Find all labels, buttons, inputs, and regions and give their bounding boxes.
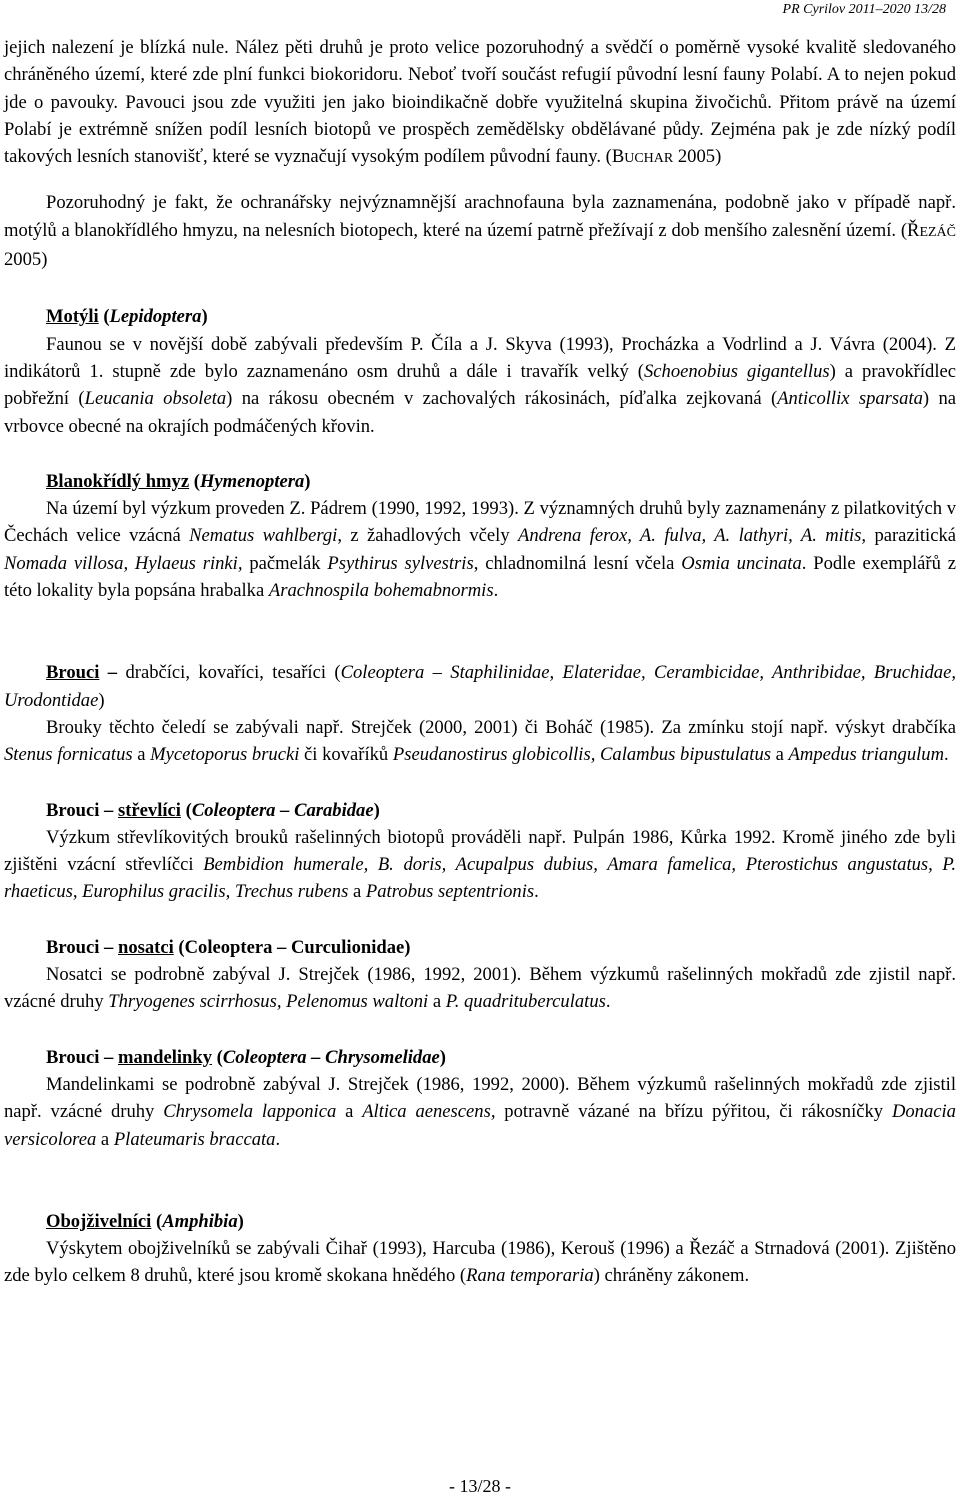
section-title-scientific: Coleoptera – Carabidae bbox=[191, 799, 374, 821]
text-run: Výzkum střevlíkovitých brouků rašelinných biotopů prováděli např. Pulpán 1986, Kůrka 1992. Kromě jiného zde byli zjištěni vzácní střevlíčci bbox=[4, 826, 956, 876]
section-title: Blanokřídlý hmyz bbox=[46, 470, 190, 492]
text-run: potravně vázané na břízu pýřitou, či rákosníčky bbox=[495, 1101, 892, 1123]
paragraph-chrysomelidae bbox=[4, 1071, 956, 1153]
title-dash: – bbox=[99, 662, 126, 684]
text-run: . bbox=[605, 991, 611, 1013]
species-name: Anticollix sparsata bbox=[777, 388, 923, 410]
heading-brouci-families bbox=[4, 659, 956, 714]
paragraph-carabidae bbox=[4, 824, 956, 906]
text-run: ) bbox=[439, 1046, 446, 1068]
text-run: . bbox=[275, 1128, 281, 1150]
species-name: Nomada villosa, Hylaeus rinki, bbox=[4, 552, 243, 574]
text-run: ) bbox=[373, 799, 380, 821]
species-name: Chrysomela lapponica bbox=[163, 1101, 337, 1123]
heading-lepidoptera: Motýli (Lepidoptera) bbox=[46, 306, 208, 328]
text-run: parazitická bbox=[866, 525, 956, 547]
paragraph-text: jejich nalezení je blízká nule. Nález pěti druhů je proto velice pozoruhodný a svědčí o poměrně vysoké kvalitě sledovaného chráněného území, které zde plní funkci biokoridoru. Neboť tvoří součást refugií původní lesní fauny Polabí. A to nejen pokud jde o pavouky. Pavouci jsou zde využiti jen jako bioindikačně dobře využitelná skupina živočichů. Přitom právě na území Polabí je extrémně snížen podíl lesních biotopů ve prospěch zemědělsky obdělávané půdy. Zejména pak je zde nízký podíl takových lesních stanovišť, které se vyznačují vysokým podílem původní fauny. ( bbox=[4, 37, 956, 168]
species-name: Thryogenes scirrhosus, Pelenomus waltoni bbox=[108, 991, 429, 1013]
section-subtitle: nosatci bbox=[117, 936, 174, 958]
section-title-scientific: Amphibia bbox=[162, 1210, 238, 1232]
text-run: ) a pravokřídlec pobřežní ( bbox=[4, 360, 957, 410]
section-title: Motýli bbox=[46, 306, 99, 328]
species-name: Mycetoporus brucki bbox=[150, 744, 300, 766]
citation-author: EZÁČ bbox=[919, 224, 956, 240]
text-run: ) na vrbovce obecné na okrajích podmáčených křovin. bbox=[4, 388, 957, 437]
text-run: či kovaříků bbox=[299, 744, 393, 766]
section-title-scientific: Hymenoptera bbox=[199, 470, 305, 492]
text-run: ) bbox=[237, 1210, 244, 1232]
text-run: a bbox=[132, 744, 151, 766]
text-run: a bbox=[770, 744, 789, 766]
title-dash: – bbox=[99, 799, 118, 821]
text-run: , chladnomilná lesní včela bbox=[473, 552, 682, 574]
heading-carabidae bbox=[4, 797, 956, 824]
species-name: Bembidion humerale, B. doris, Acupalpus dubius, Amara famelica, Pterostichus angustatus, P. rhaeticus, Europhilus gracilis, Trechus rubens bbox=[4, 854, 957, 903]
species-name: Patrobus septentrionis bbox=[365, 881, 535, 903]
section-title: Obojživelníci bbox=[46, 1210, 152, 1232]
species-name: Altica aenescens, bbox=[362, 1101, 496, 1123]
section-title: Brouci bbox=[46, 1046, 100, 1068]
species-name: Pseudanostirus globicollis, Calambus bipustulatus bbox=[392, 744, 771, 766]
text-run: ) bbox=[98, 689, 105, 711]
text-run: ) na rákosu obecném v zachovalých rákosinách, píďalka zejkovaná ( bbox=[226, 388, 778, 410]
section-title: Brouci bbox=[46, 936, 100, 958]
paragraph-hymenoptera bbox=[4, 495, 956, 604]
text-run: a bbox=[428, 991, 446, 1013]
text-run: ) chráněny zákonem. bbox=[593, 1265, 750, 1287]
text-run: Nosatci se podrobně zabýval J. Strejček (1986, 1992, 2001). Během výzkumů rašelinných mokřadů zde zjistil např. vzácné druhy bbox=[4, 964, 956, 1013]
text-run: Výskytem obojživelníků se zabývali Čihař (1993), Harcuba (1986), Kerouš (1996) a Řezáč a Strnadová (2001). Zjištěno zde bylo celkem 8 druhů, které jsou kromě skokana hnědého ( bbox=[4, 1238, 956, 1287]
paragraph-curculionidae bbox=[4, 961, 956, 1016]
heading-hymenoptera: Blanokřídlý hmyz (Hymenoptera) bbox=[46, 470, 311, 492]
citation-initial: B bbox=[611, 146, 625, 168]
running-header: PR Cyrilov 2011–2020 13/28 bbox=[782, 2, 946, 17]
text-run: . Podle exemplářů z této lokality byla popsána hrabalka bbox=[4, 552, 957, 602]
text-run: ( bbox=[180, 799, 192, 821]
paragraph-lepidoptera bbox=[4, 331, 956, 440]
paragraph-brouci-families bbox=[4, 714, 956, 769]
text-run: Na území byl výzkum proveden Z. Pádrem (1990, 1992, 1993). Z významných druhů byly zaznamenány z pilatkovitých v Čechách velice vzácná bbox=[4, 498, 956, 547]
section-title: Brouci bbox=[46, 662, 100, 684]
text-run: Mandelinkami se podrobně zabýval J. Strejček (1986, 1992, 2000). Během výzkumů rašelinných mokřadů zde zjistil např. vzácné druhy bbox=[4, 1073, 956, 1123]
section-title-scientific: Coleoptera – Staphilinidae, Elateridae, Cerambicidae, Anthribidae, Bruchidae, Urodontidae bbox=[4, 662, 957, 711]
document-body bbox=[4, 34, 956, 1290]
species-name: P. quadrituberculatus bbox=[445, 991, 606, 1013]
species-name: Schoenobius gigantellus bbox=[643, 360, 830, 382]
text-run: ( bbox=[212, 1046, 223, 1068]
heading-amphibia bbox=[4, 1208, 956, 1235]
text-run: a bbox=[348, 881, 366, 903]
species-name: Rana temporaria bbox=[466, 1265, 594, 1287]
paragraph-amphibia bbox=[4, 1235, 956, 1290]
text-run: a bbox=[336, 1101, 363, 1123]
section-subtitle: drabčíci, kovaříci, tesaříci ( bbox=[125, 662, 341, 684]
title-dash: – bbox=[99, 936, 118, 958]
species-name: Plateumaris braccata bbox=[113, 1128, 276, 1150]
section-subtitle: střevlíci bbox=[117, 799, 181, 821]
section-title-scientific: Lepidoptera bbox=[109, 306, 202, 328]
section-title: Brouci bbox=[46, 799, 100, 821]
text-run: Faunou se v novější době zabývali především P. Číla a J. Skyva (1993), Procházka a Vodrlind a J. Vávra (2004). Z indikátorů 1. stupně zde bylo zaznamenáno osm druhů a dále i travařík velký ( bbox=[4, 333, 956, 382]
species-name: Nematus wahlbergi bbox=[189, 525, 338, 547]
text-run: . bbox=[493, 580, 499, 602]
species-name: Andrena ferox, A. fulva, A. lathyri, A. mitis, bbox=[518, 525, 867, 547]
citation-author: UCHAR bbox=[624, 151, 674, 167]
paragraph-text: Pozoruhodný je fakt, že ochranářsky nejvýznamnější arachnofauna byla zaznamenána, podobně jako v případě např. motýlů a blanokřídlého hmyzu, na nelesních biotopech, které na území patrně přežívají z dob menšího zalesnění území. ( bbox=[4, 192, 956, 241]
section-title-scientific: (Coleoptera – Curculionidae) bbox=[173, 936, 411, 958]
section-title-scientific: Coleoptera – Chrysomelidae bbox=[222, 1046, 440, 1068]
species-name: Osmia uncinata bbox=[681, 552, 802, 574]
text-run: pačmelák bbox=[242, 552, 328, 574]
species-name: Stenus fornicatus bbox=[4, 744, 133, 766]
species-name: Leucania obsoleta bbox=[84, 388, 227, 410]
text-run: . bbox=[534, 881, 539, 903]
text-run: Brouky těchto čeledí se zabývali např. Strejček (2000, 2001) či Boháč (1985). Za zmínku stojí např. výskyt drabčíka bbox=[46, 716, 956, 738]
text-run: . bbox=[944, 744, 949, 766]
heading-chrysomelidae bbox=[4, 1044, 956, 1071]
species-name: Donacia versicolorea bbox=[4, 1101, 956, 1150]
heading-curculionidae bbox=[4, 934, 956, 961]
text-run: ( bbox=[151, 1210, 163, 1232]
species-name: Arachnospila bohemabnormis bbox=[268, 580, 494, 602]
text-run: , z žahadlových včely bbox=[337, 525, 518, 547]
text-run: a bbox=[96, 1128, 114, 1150]
paragraph-arachnofauna bbox=[4, 189, 956, 273]
title-dash: – bbox=[99, 1046, 118, 1068]
section-subtitle: mandelinky bbox=[117, 1046, 213, 1068]
citation-year: 2005) bbox=[673, 146, 722, 168]
page-number: - 13/28 - bbox=[449, 1476, 511, 1496]
citation-year: 2005) bbox=[4, 249, 48, 271]
paragraph-spiders-conclusion bbox=[4, 34, 956, 172]
species-name: Psythirus sylvestris bbox=[327, 552, 474, 574]
species-name: Ampedus triangulum bbox=[788, 744, 945, 766]
citation-initial: Ř bbox=[907, 219, 920, 241]
